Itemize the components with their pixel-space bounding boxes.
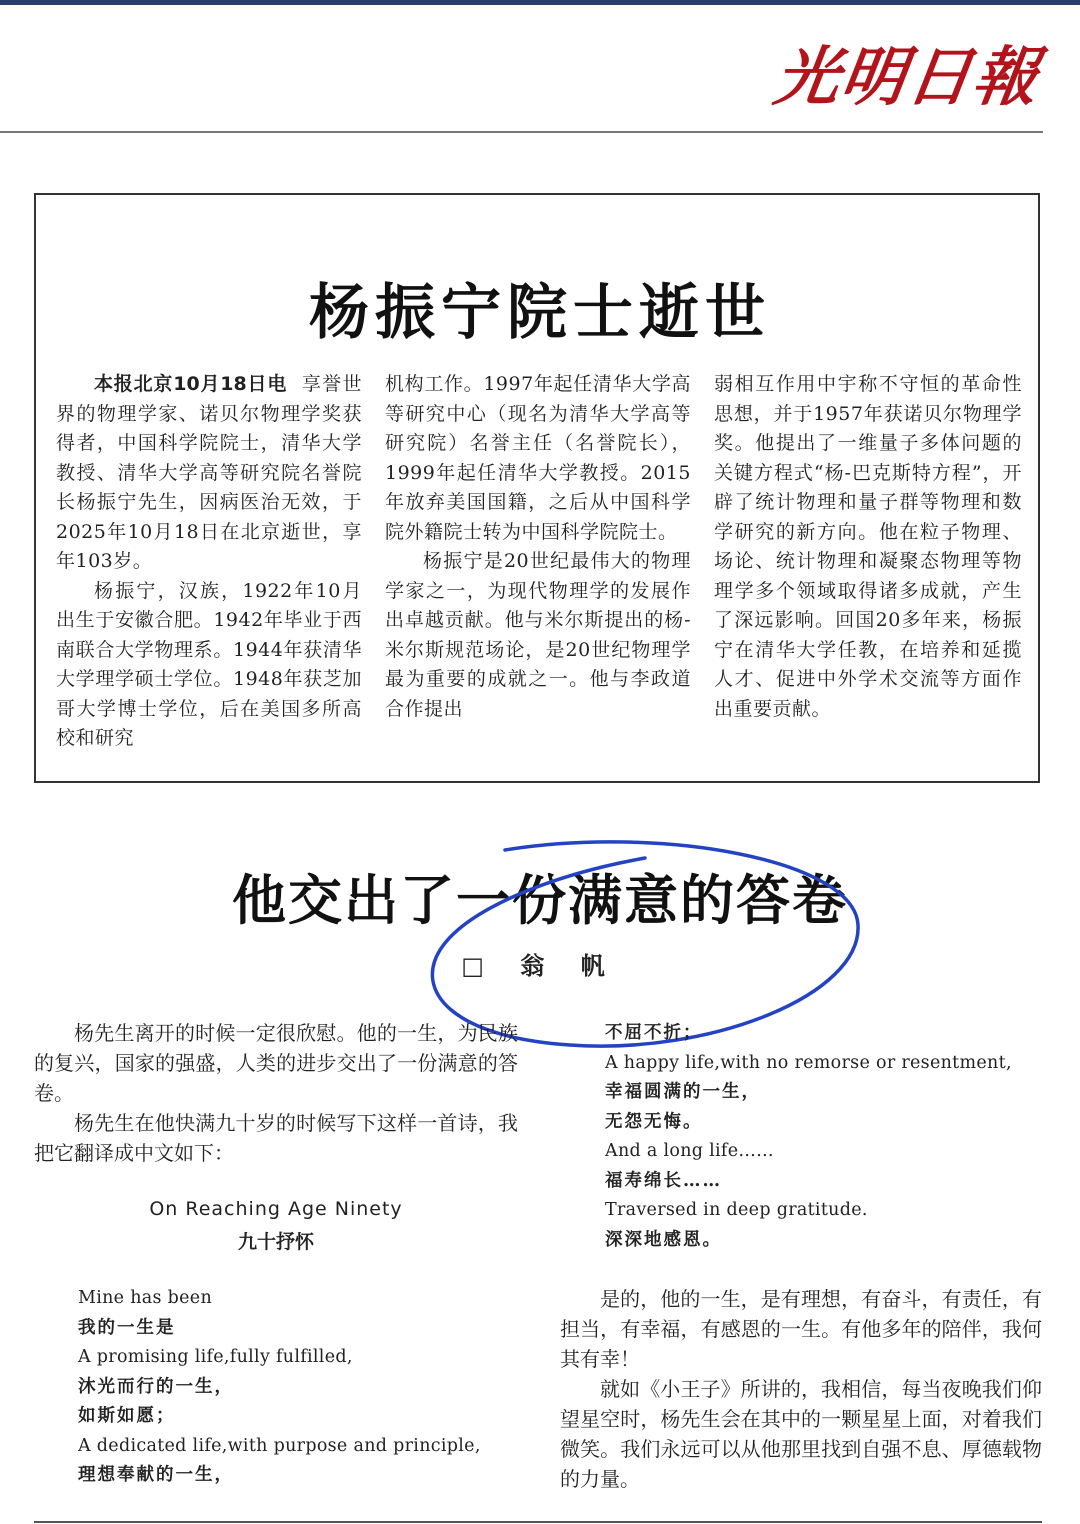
poem-line: 福寿绵长…… [605, 1170, 722, 1191]
poem-line: A happy life,with no remorse or resentment, [605, 1052, 1012, 1073]
news-paragraph: 享誉世界的物理学家、诺贝尔物理学奖获得者，中国科学院院士，清华大学教授、清华大学高等研究院名誉院长杨振宁先生，因病医治无效，于2025年10月18日在北京逝世，享年103岁。 [56, 373, 362, 572]
dateline: 本报北京10月18日电 [94, 373, 288, 395]
poem-line: 我的一生是 [78, 1317, 176, 1338]
news-column-3 [714, 370, 1022, 724]
news-paragraph: 弱相互作用中宇称不守恒的革命性思想，并于1957年获诺贝尔物理学奖。他提出了一维量子多体问题的关键方程式“杨-巴克斯特方程”，开辟了统计物理和量子群等物理和数学研究的新方向。他在粒子物理、场论、统计物理和凝聚态物理等物理学多个领域取得诸多成就，产生了深远影响。回国20多年来，杨振宁在清华大学任教，在培养和延揽人才、促进中外学术交流等方面作出重要贡献。 [714, 373, 1022, 720]
news-paragraph: 机构工作。1997年起任清华大学高等研究中心（现名为清华大学高等研究院）名誉主任（名誉院长），1999年起任清华大学教授。2015年放弃美国国籍，之后从中国科学院外籍院士转为中国科学院院士。 [385, 373, 691, 543]
poem-line: 沐光而行的一生， [78, 1376, 234, 1397]
author-name: 翁 帆 [520, 951, 619, 980]
poem-line: 无怨无悔。 [605, 1111, 703, 1132]
poem-line: A promising life,fully fulfilled, [78, 1347, 353, 1367]
poem-line: 理想奉献的一生， [78, 1465, 234, 1485]
article-paragraph: 杨先生离开的时候一定很欣慰。他的一生，为民族的复兴，国家的强盛，人类的进步交出了一份满意的答卷。 [34, 1021, 518, 1105]
news-column-2 [385, 370, 691, 724]
article-body-left [34, 1018, 518, 1168]
bottom-rule [34, 1521, 1042, 1523]
top-rule [0, 0, 1080, 5]
byline [0, 946, 1080, 981]
masthead-logo: 光明日報 [769, 40, 1045, 115]
poem-line: Traversed in deep gratitude. [605, 1200, 868, 1220]
poem-line: 不屈不折； [605, 1023, 703, 1043]
poem-title-english: On Reaching Age Ninety [149, 1198, 403, 1220]
news-headline: 杨振宁院士逝世 [309, 278, 771, 348]
poem-line: 如斯如愿； [78, 1406, 176, 1426]
poem-title-chinese: 九十抒怀 [237, 1231, 314, 1253]
byline-box-icon: □ [461, 951, 498, 980]
poem-line: A dedicated life,with purpose and principle, [78, 1435, 481, 1456]
news-paragraph: 杨振宁是20世纪最伟大的物理学家之一，为现代物理学的发展作出卓越贡献。他与米尔斯提出的杨-米尔斯规范场论，是20世纪物理学最为重要的成就之一。他与李政道合作提出 [385, 550, 691, 720]
article-paragraph: 就如《小王子》所讲的，我相信，每当夜晚我们仰望星空时，杨先生会在其中的一颗星星上面，对着我们微笑。我们永远可以从他那里找到自强不息、厚德载物的力量。 [560, 1377, 1042, 1491]
news-paragraph: 杨振宁，汉族，1922年10月出生于安徽合肥。1942年毕业于西南联合大学物理系。1944年获清华大学理学硕士学位。1948年获芝加哥大学博士学位，后在美国多所高校和研究 [56, 579, 362, 749]
poem-left [78, 1284, 481, 1491]
article-body-right [560, 1284, 1042, 1494]
poem-line: Mine has been [78, 1288, 213, 1308]
news-column-1 [56, 370, 362, 754]
article-headline: 他交出了一份满意的答卷 [232, 868, 848, 932]
article-paragraph: 杨先生在他快满九十岁的时候写下这样一首诗，我把它翻译成中文如下： [34, 1111, 518, 1165]
poem-line: 深深地感恩。 [605, 1229, 722, 1250]
poem-line: 幸福圆满的一生， [605, 1082, 761, 1102]
article-paragraph: 是的，他的一生，是有理想，有奋斗，有责任，有担当，有幸福，有感恩的一生。有他多年的陪伴，我何其有幸！ [560, 1287, 1042, 1371]
header-divider [0, 131, 1043, 133]
poem-line: And a long life…… [605, 1141, 774, 1161]
poem-right [605, 1019, 1012, 1255]
